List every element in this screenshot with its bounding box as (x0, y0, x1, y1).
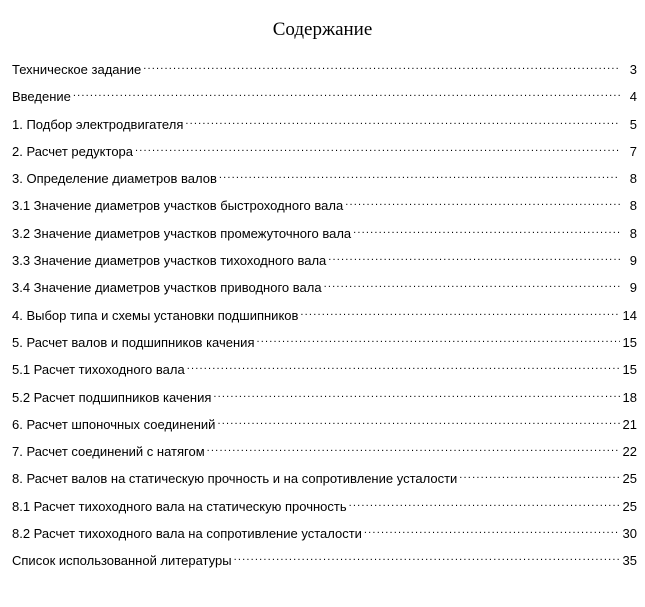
toc-entry-page: 8 (629, 198, 637, 214)
toc-entry-page: 22 (622, 444, 637, 460)
toc-entry-page: 5 (629, 116, 637, 132)
toc-entry[interactable] (12, 333, 637, 360)
dot-leader (324, 278, 620, 292)
toc-entry[interactable] (12, 469, 637, 496)
toc-entry[interactable] (12, 196, 637, 223)
dot-leader (219, 169, 620, 183)
toc-entry-label: 3.4 Значение диаметров участков приводного вала (12, 280, 322, 296)
toc-entry[interactable] (12, 251, 637, 278)
toc-entry[interactable] (12, 415, 637, 442)
toc-entry-label: 7. Расчет соединений с натягом (12, 444, 205, 460)
toc-entry[interactable] (12, 278, 637, 305)
toc-entry[interactable] (12, 388, 637, 415)
dot-leader (234, 551, 620, 565)
toc-entry[interactable] (12, 497, 637, 524)
dot-leader (345, 196, 620, 210)
toc-entry-page: 25 (622, 471, 637, 487)
toc-entry-label: Список использованной литературы (12, 553, 232, 569)
dot-leader (135, 142, 620, 156)
dot-leader (187, 360, 620, 374)
toc-entry[interactable] (12, 360, 637, 387)
toc-entry[interactable] (12, 142, 637, 169)
toc-entry-label: 3.2 Значение диаметров участков промежуточного вала (12, 225, 352, 241)
toc-entry-page: 18 (622, 389, 637, 405)
toc-entry[interactable] (12, 60, 637, 87)
toc-entry-label: 2. Расчет редуктора (12, 143, 134, 159)
toc-entry-page: 8 (629, 171, 637, 187)
toc-entry-page: 30 (622, 526, 637, 542)
toc-entry[interactable] (12, 442, 637, 469)
toc-entry-label: 8.1 Расчет тихоходного вала на статическую прочность (12, 498, 347, 514)
toc-entry-page: 3 (629, 62, 637, 77)
toc-entry-page: 25 (622, 498, 637, 514)
toc-entry-label: 3.1 Значение диаметров участков быстроходного вала (12, 198, 344, 214)
dot-leader (143, 60, 620, 74)
dot-leader (328, 251, 620, 265)
toc-entry-label: 3.3 Значение диаметров участков тихоходного вала (12, 253, 327, 269)
dot-leader (73, 87, 620, 101)
toc-entry-page: 9 (629, 280, 637, 296)
toc-entry-label: Техническое задание (12, 62, 142, 77)
toc-entry[interactable] (12, 306, 637, 333)
toc-entry[interactable] (12, 524, 637, 551)
toc-entry-page: 15 (622, 334, 637, 350)
toc-entry-page: 4 (629, 89, 637, 105)
toc-entry-page: 7 (629, 143, 637, 159)
table-of-contents (12, 60, 637, 579)
toc-entry[interactable] (12, 87, 637, 114)
dot-leader (185, 115, 620, 129)
toc-entry[interactable] (12, 224, 637, 251)
page-title: Содержание (272, 19, 373, 40)
toc-entry-page: 21 (622, 416, 637, 432)
toc-entry-label: 5.1 Расчет тихоходного вала (12, 362, 185, 378)
toc-entry-label: 6. Расчет шпоночных соединений (12, 416, 216, 432)
dot-leader (213, 388, 619, 402)
dot-leader (217, 415, 619, 429)
toc-entry[interactable] (12, 169, 637, 196)
toc-entry[interactable] (12, 115, 637, 142)
toc-entry-page: 14 (622, 307, 637, 323)
dot-leader (459, 469, 619, 483)
toc-entry-page: 9 (629, 253, 637, 269)
dot-leader (256, 333, 619, 347)
toc-entry-label: 1. Подбор электродвигателя (12, 116, 184, 132)
toc-entry-label: 8. Расчет валов на статическую прочность и на сопротивление усталости (12, 471, 458, 487)
toc-entry[interactable] (12, 551, 637, 578)
toc-entry-label: 5. Расчет валов и подшипников качения (12, 334, 255, 350)
toc-entry-label: 5.2 Расчет подшипников качения (12, 389, 212, 405)
dot-leader (364, 524, 620, 538)
toc-entry-label: 4. Выбор типа и схемы установки подшипников (12, 307, 299, 323)
toc-entry-label: 8.2 Расчет тихоходного вала на сопротивление усталости (12, 526, 362, 542)
toc-entry-page: 15 (622, 362, 637, 378)
toc-entry-page: 8 (629, 225, 637, 241)
dot-leader (207, 442, 620, 456)
dot-leader (353, 224, 620, 238)
toc-entry-label: Введение (12, 89, 71, 105)
toc-entry-label: 3. Определение диаметров валов (12, 171, 217, 187)
dot-leader (349, 497, 620, 511)
dot-leader (300, 306, 619, 320)
toc-entry-page: 35 (622, 553, 637, 569)
